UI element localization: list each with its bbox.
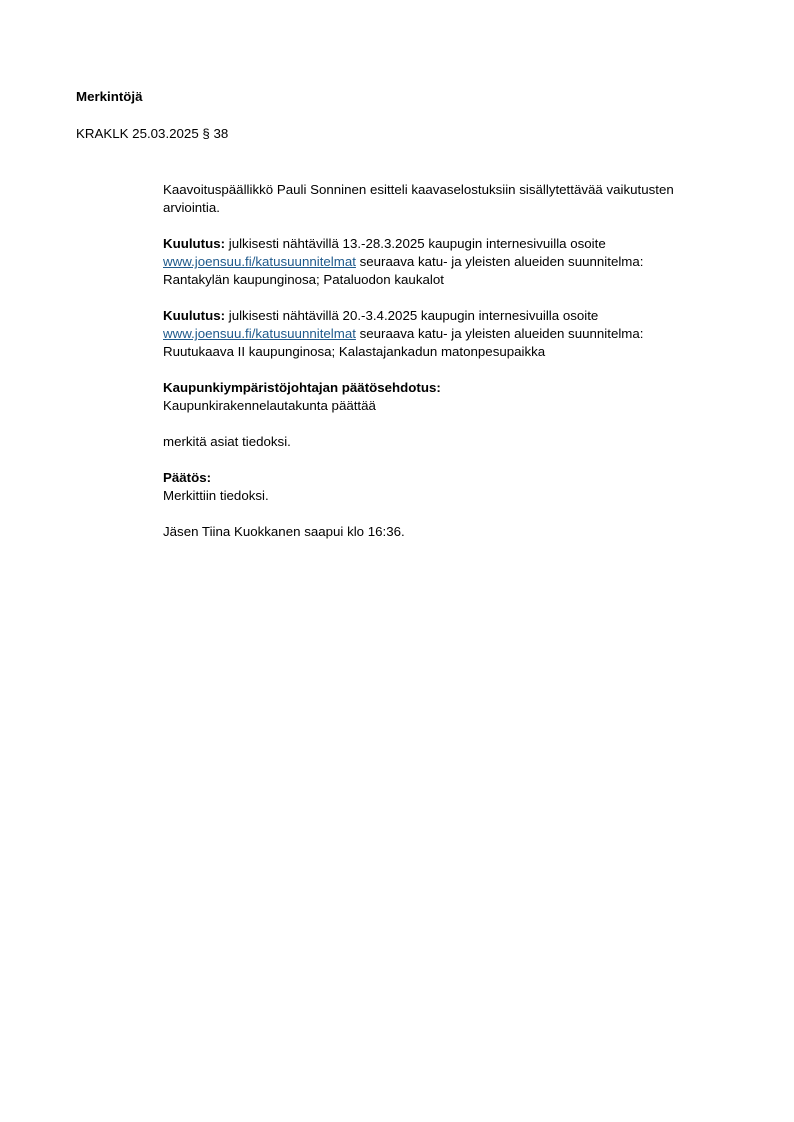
document-body (163, 181, 733, 559)
notice-text-after-link: seuraava katu- ja yleisten alueiden suunnitelma: (355, 254, 644, 269)
proposal-label: Kaupunkiympäristöjohtajan päätösehdotus: (163, 380, 441, 395)
decision-label: Päätös: (163, 470, 212, 485)
proposal-paragraph (163, 379, 733, 415)
document-heading: Merkintöjä (76, 89, 143, 104)
notice-subject: Rantakylän kaupunginosa; Pataluodon kaukalot (163, 272, 444, 287)
proposal-action: merkitä asiat tiedoksi. (163, 434, 291, 449)
notice-subject: Ruutukaava II kaupunginosa; Kalastajankadun matonpesupaikka (163, 344, 546, 359)
notice-label: Kuulutus: (163, 308, 226, 323)
attendance-note: Jäsen Tiina Kuokkanen saapui klo 16:36. (163, 524, 405, 539)
notice-link[interactable]: www.joensuu.fi/katusuunnitelmat (163, 326, 356, 341)
notice-text: julkisesti nähtävillä 20.-3.4.2025 kaupugin internesivuilla osoite (225, 308, 599, 323)
meeting-reference: KRAKLK 25.03.2025 § 38 (76, 126, 229, 141)
notice-text: julkisesti nähtävillä 13.-28.3.2025 kaupugin internesivuilla osoite (225, 236, 606, 251)
decision-text: Merkittiin tiedoksi. (163, 488, 269, 503)
proposal-text: Kaupunkirakennelautakunta päättää (163, 398, 376, 413)
notice-paragraph-1 (163, 235, 733, 289)
notice-paragraph-2 (163, 307, 733, 361)
notice-text-after-link: seuraava katu- ja yleisten alueiden suunnitelma: (355, 326, 644, 341)
intro-paragraph: Kaavoituspäällikkö Pauli Sonninen esitteli kaavaselostuksiin sisällytettävää vaikutusten arviointia. (163, 182, 674, 215)
notice-label: Kuulutus: (163, 236, 226, 251)
notice-link[interactable]: www.joensuu.fi/katusuunnitelmat (163, 254, 356, 269)
decision-paragraph (163, 469, 733, 505)
